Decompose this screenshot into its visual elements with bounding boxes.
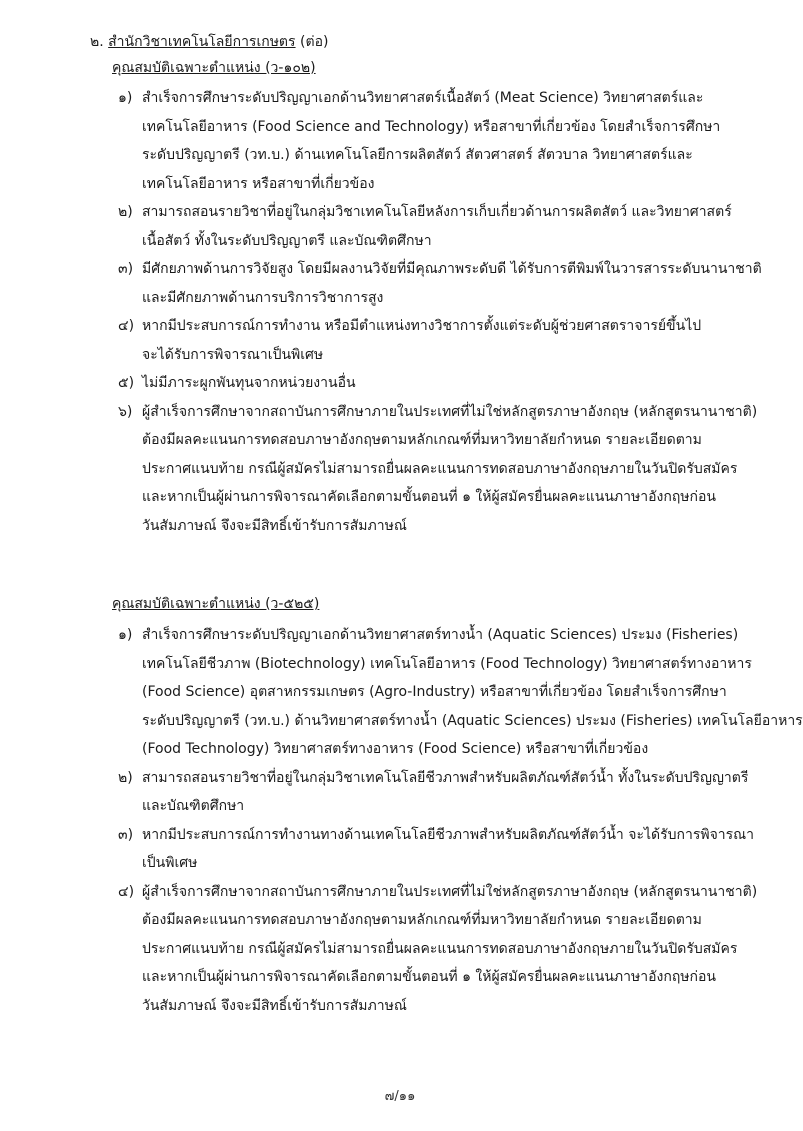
item-text-line: เทคโนโลยีอาหาร (Food Science and Technology) หรือสาขาที่เกี่ยวข้อง โดยสำเร็จการศึกษา (142, 118, 721, 135)
item-text-line: สามารถสอนรายวิชาที่อยู่ในกลุ่มวิชาเทคโนโลยีชีวภาพสำหรับผลิตภัณฑ์สัตว์น้ำ ทั้งในระดับปริญญาตรี (142, 769, 749, 786)
list-item (118, 312, 718, 369)
item-number: ๓) (118, 261, 134, 277)
item-text-line: ประกาศแนบท้าย กรณีผู้สมัครไม่สามารถยื่นผลคะแนนการทดสอบภาษาอังกฤษภายในวันปิดรับสมัคร (142, 460, 738, 477)
item-text-line: และหากเป็นผู้ผ่านการพิจารณาคัดเลือกตามขั้นตอนที่ ๑ ให้ผู้สมัครยื่นผลคะแนนภาษาอังกฤษก่อน (142, 969, 716, 985)
item-number: ๕) (118, 375, 135, 391)
item-text-line: ระดับปริญญาตรี (วท.บ.) ด้านวิทยาศาสตร์ทางน้ำ (Aquatic Sciences) ประมง (Fisheries) เทคโนโลยีอาหาร (142, 712, 803, 729)
list-item (118, 369, 718, 398)
item-text-line: หากมีประสบการณ์การทำงาน หรือมีตำแหน่งทางวิชาการตั้งแต่ระดับผู้ช่วยศาสตราจารย์ขึ้นไป (142, 318, 702, 334)
item-text-line: มีศักยภาพด้านการวิจัยสูง โดยมีผลงานวิจัยที่มีคุณภาพระดับดี ได้รับการตีพิมพ์ในวารสารระดับนานาชาติ (142, 261, 762, 277)
item-text-line: และมีศักยภาพด้านการบริการวิชาการสูง (142, 289, 384, 306)
item-text-line: และหากเป็นผู้ผ่านการพิจารณาคัดเลือกตามขั้นตอนที่ ๑ ให้ผู้สมัครยื่นผลคะแนนภาษาอังกฤษก่อน (142, 489, 716, 505)
item-number: ๒) (118, 769, 133, 786)
item-text-line: (Food Technology) วิทยาศาสตร์ทางอาหาร (Food Science) หรือสาขาที่เกี่ยวข้อง (142, 741, 649, 757)
item-number: ๑) (118, 90, 133, 106)
list-item (118, 621, 803, 764)
list-item (118, 878, 758, 1021)
list-item (118, 821, 755, 878)
section-suffix: (ต่อ) (300, 34, 329, 50)
item-number: ๔) (118, 318, 135, 334)
item-text-line: ผู้สำเร็จการศึกษาจากสถาบันการศึกษาภายในประเทศที่ไม่ใช่หลักสูตรภาษาอังกฤษ (หลักสูตรนานาชาติ) (142, 403, 758, 420)
item-text-line: ประกาศแนบท้าย กรณีผู้สมัครไม่สามารถยื่นผลคะแนนการทดสอบภาษาอังกฤษภายในวันปิดรับสมัคร (142, 940, 738, 957)
item-number: ๒) (118, 204, 133, 220)
list-item (118, 255, 762, 312)
list-item (118, 198, 732, 255)
item-text-line: สามารถสอนรายวิชาที่อยู่ในกลุ่มวิชาเทคโนโลยีหลังการเก็บเกี่ยวด้านการผลิตสัตว์ และวิทยาศาสตร์ (142, 204, 732, 220)
item-text-line: เป็นพิเศษ (142, 855, 198, 871)
item-text-line: ระดับปริญญาตรี (วท.บ.) ด้านเทคโนโลยีการผลิตสัตว์ สัตวศาสตร์ สัตวบาล วิทยาศาสตร์และ (142, 147, 693, 163)
item-text-line: เทคโนโลยีชีวภาพ (Biotechnology) เทคโนโลยีอาหาร (Food Technology) วิทยาศาสตร์ทางอาหาร (142, 655, 752, 672)
item-number: ๑) (118, 627, 133, 643)
list-item (118, 84, 721, 198)
item-text-line: จะได้รับการพิจารณาเป็นพิเศษ (142, 346, 324, 363)
list-item (118, 764, 749, 821)
item-text-line: และบัณฑิตศึกษา (142, 798, 245, 814)
qualification-list-1 (118, 84, 762, 540)
qualification-heading-1: คุณสมบัติเฉพาะตำแหน่ง (ว-๑๐๒) (112, 60, 316, 76)
item-number: ๓) (118, 826, 134, 843)
section-number: ๒. (90, 34, 104, 50)
list-item (118, 398, 758, 541)
item-text-line: สำเร็จการศึกษาระดับปริญญาเอกด้านวิทยาศาสตร์เนื้อสัตว์ (Meat Science) วิทยาศาสตร์และ (142, 90, 704, 106)
section-title (90, 30, 328, 54)
item-text-line: วันสัมภาษณ์ จึงจะมีสิทธิ์เข้ารับการสัมภาษณ์ (142, 997, 407, 1014)
item-text-line: เทคโนโลยีอาหาร หรือสาขาที่เกี่ยวข้อง (142, 175, 375, 192)
item-text-line: เนื้อสัตว์ ทั้งในระดับปริญญาตรี และบัณฑิตศึกษา (142, 232, 432, 249)
item-text-line: ผู้สำเร็จการศึกษาจากสถาบันการศึกษาภายในประเทศที่ไม่ใช่หลักสูตรภาษาอังกฤษ (หลักสูตรนานาชาติ) (142, 883, 758, 900)
item-number: ๖) (118, 403, 133, 420)
item-text-line: สำเร็จการศึกษาระดับปริญญาเอกด้านวิทยาศาสตร์ทางน้ำ (Aquatic Sciences) ประมง (Fisheries) (142, 627, 739, 643)
item-text-line: หากมีประสบการณ์การทำงานทางด้านเทคโนโลยีชีวภาพสำหรับผลิตภัณฑ์สัตว์น้ำ จะได้รับการพิจารณา (142, 826, 755, 843)
item-text-line: วันสัมภาษณ์ จึงจะมีสิทธิ์เข้ารับการสัมภาษณ์ (142, 517, 407, 534)
qualification-heading-2: คุณสมบัติเฉพาะตำแหน่ง (ว-๕๒๕) (112, 596, 320, 612)
item-text-line: ต้องมีผลคะแนนการทดสอบภาษาอังกฤษตามหลักเกณฑ์ที่มหาวิทยาลัยกำหนด รายละเอียดตาม (142, 432, 702, 448)
item-text-line: ต้องมีผลคะแนนการทดสอบภาษาอังกฤษตามหลักเกณฑ์ที่มหาวิทยาลัยกำหนด รายละเอียดตาม (142, 912, 702, 928)
page-number: ๗/๑๑ (384, 1089, 416, 1104)
qualification-list-2 (118, 621, 803, 1020)
item-number: ๔) (118, 883, 135, 900)
item-text-line: (Food Science) อุตสาหกรรมเกษตร (Agro-Industry) หรือสาขาที่เกี่ยวข้อง โดยสำเร็จการศึกษา (142, 684, 727, 700)
item-text-line: ไม่มีภาระผูกพันทุนจากหน่วยงานอื่น (142, 375, 356, 391)
section-name: สำนักวิชาเทคโนโลยีการเกษตร (108, 34, 296, 50)
